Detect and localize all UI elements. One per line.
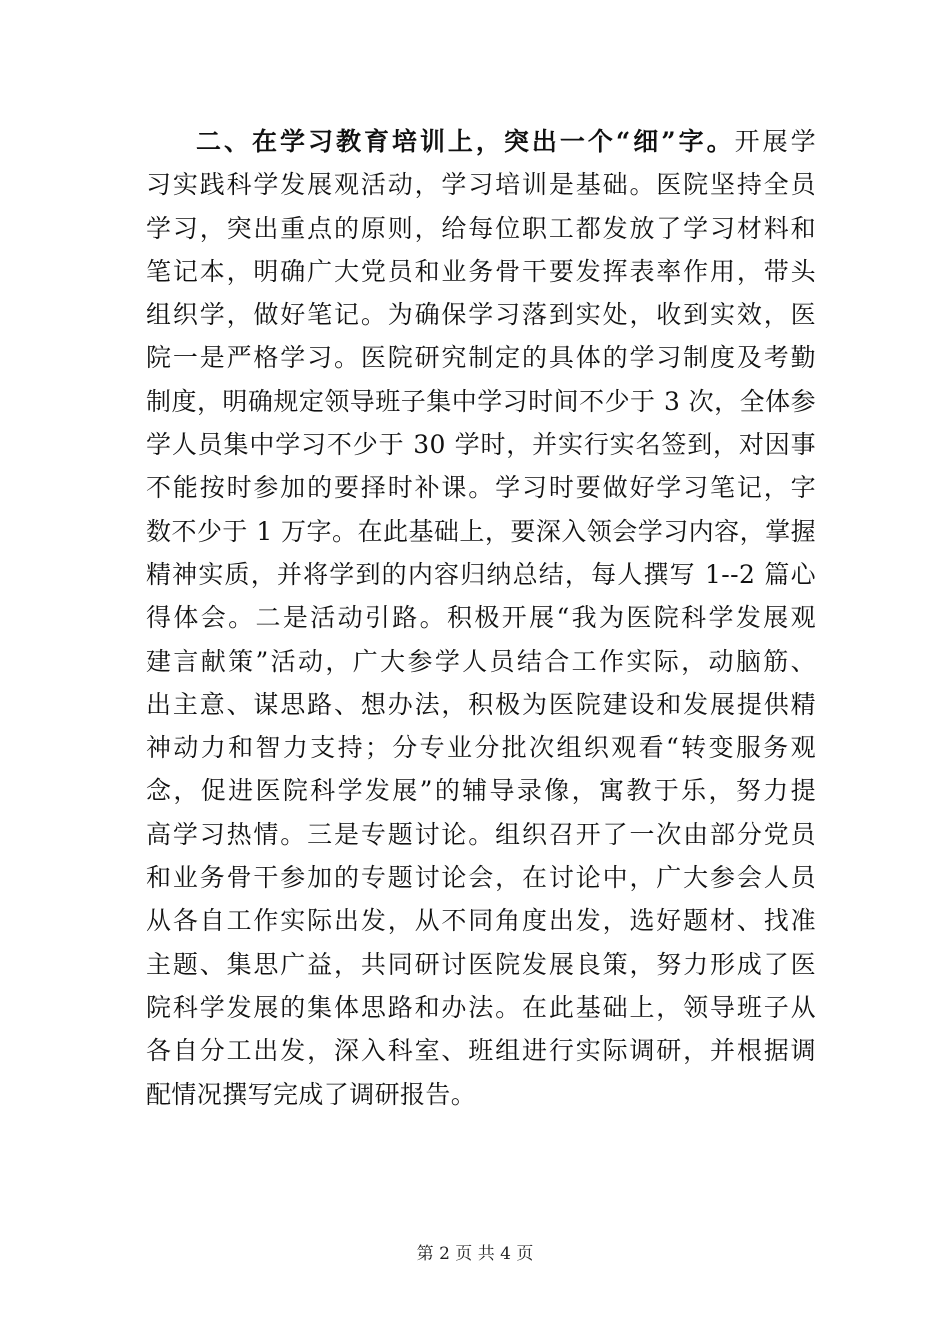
paragraph-line: 习实践科学发展观活动，学习培训是基础。医院坚持全员 [146,170,816,200]
paragraph-line: 制度，明确规定领导班子集中学习时间不少于 3 次，全体参 [146,386,816,416]
paragraph-line: 和业务骨干参加的专题讨论会，在讨论中，广大参会人员 [146,863,816,893]
paragraph-line: 院一是严格学习。医院研究制定的具体的学习制度及考勤 [146,343,816,373]
paragraph-line: 建言献策”活动，广大参学人员结合工作实际，动脑筋、 [146,646,816,676]
paragraph-line: 高学习热情。三是专题讨论。组织召开了一次由部分党员 [146,819,816,849]
paragraph-line-1 [146,120,816,163]
paragraph-line: 出主意、谋思路、想办法，积极为医院建设和发展提供精 [146,689,816,719]
heading-line-continuation: 开展学 [734,127,816,156]
paragraph-line: 念，促进医院科学发展”的辅导录像，寓教于乐，努力提 [146,776,816,806]
paragraph-line: 主题、集思广益，共同研讨医院发展良策，努力形成了医 [146,949,816,979]
paragraph-line: 学习，突出重点的原则，给每位职工都发放了学习材料和 [146,213,816,243]
paragraph-line: 各自分工出发，深入科室、班组进行实际调研，并根据调 [146,1036,816,1066]
document-body [146,120,816,1116]
paragraph-line: 笔记本，明确广大党员和业务骨干要发挥表率作用，带头 [146,256,816,286]
paragraph-line: 精神实质，并将学到的内容归纳总结，每人撰写 1--2 篇心 [146,559,816,589]
paragraph-line: 神动力和智力支持；分专业分批次组织观看“转变服务观 [146,733,816,763]
page-number-footer: 第 2 页 共 4 页 [416,1244,534,1264]
paragraph-line: 得体会。二是活动引路。积极开展“我为医院科学发展观 [146,603,816,633]
paragraph-line: 从各自工作实际出发，从不同角度出发，选好题材、找准 [146,906,816,936]
paragraph-line-last: 配情况撰写完成了调研报告。 [146,1079,477,1109]
paragraph-line: 学人员集中学习不少于 30 学时，并实行实名签到，对因事 [146,430,816,460]
section-heading: 二、在学习教育培训上，突出一个“细”字。 [196,127,735,156]
paragraph-line: 不能按时参加的要择时补课。学习时要做好学习笔记，字 [146,473,816,503]
paragraph-line: 院科学发展的集体思路和办法。在此基础上，领导班子从 [146,992,816,1022]
paragraph-line: 数不少于 1 万字。在此基础上，要深入领会学习内容，掌握 [146,516,816,546]
paragraph-line: 组织学，做好笔记。为确保学习落到实处，收到实效，医 [146,300,816,330]
